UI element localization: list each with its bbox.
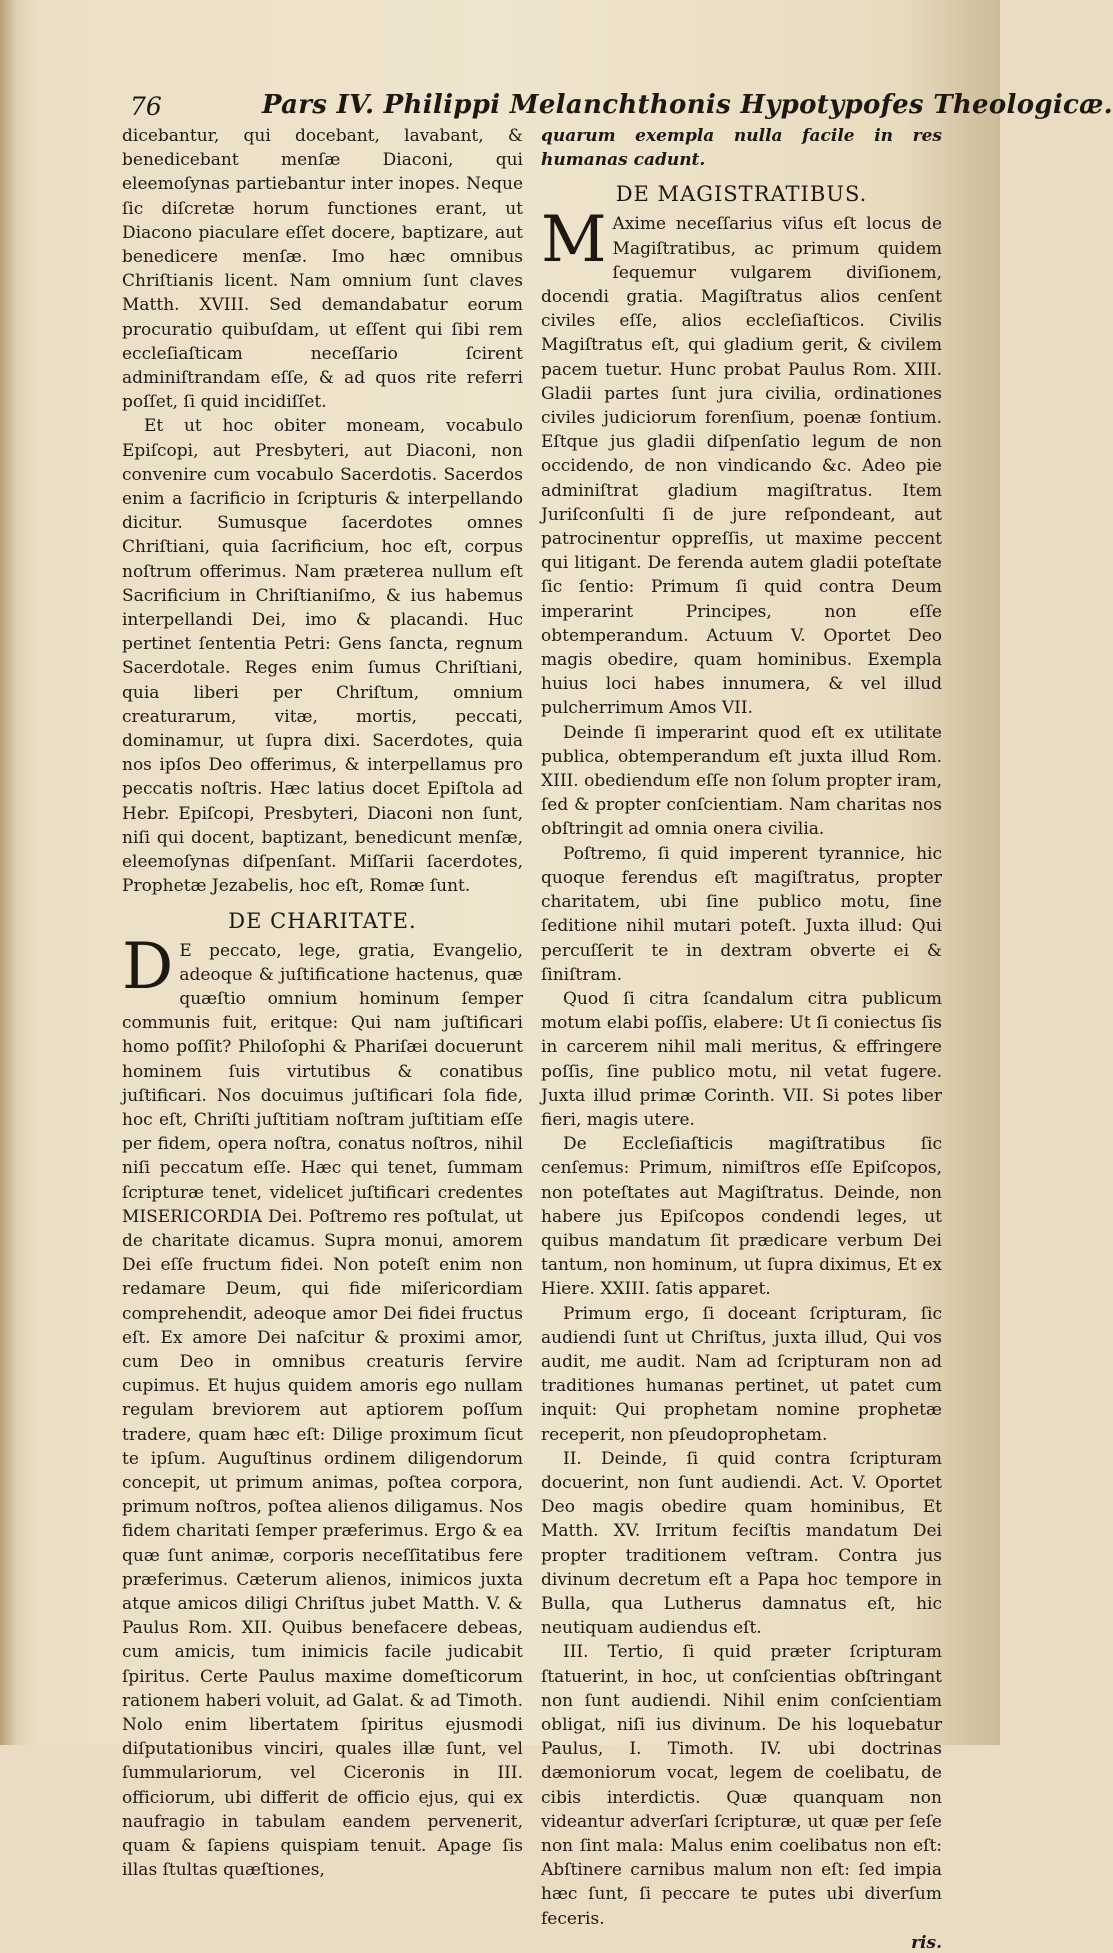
section-heading-charitate: DE CHARITATE. [228,908,417,933]
right-column [541,124,942,1953]
paragraph: II. Deinde, ſi quid contra ſcripturam docuerint, non ſunt audiendi. Act. V. Oportet Deo magis obedire quam hominibus, Et Matth. XV. Irritum feciſtis mandatum Dei propter traditionem veſtram. Contra jus divinum decretum eſt a Papa hoc tempore in Bulla, qua Lutherus damnatus eſt, hic neutiquam audiendus eſt. [541,1448,942,1639]
paragraph: quarum exempla nulla facile in res humanas cadunt. [541,126,942,171]
left-column [122,124,523,1953]
paragraph: Et ut hoc obiter moneam, vocabulo Epiſcopi, aut Presbyteri, aut Diaconi, non convenire cum vocabulo Sacerdotis. Sacerdos enim a ſacrificio in ſcripturis & interpellando dicitur. Sumusque ſacerdotes omnes Chriſtiani, quia ſacrificium, hoc eſt, corpus noſtrum offerimus. Nam præterea nullum eſt Sacrificium in Chriſtianiſmo, & ius habemus interpellandi Dei, imo & placandi. Huc pertinet ſententia Petri: Gens ſancta, regnum Sacerdotale. Reges enim ſumus Chriſtiani, quia liberi per Chriſtum, omnium creaturarum, vitæ, mortis, peccati, dominamur, ut ſupra dixi. Sacerdotes, quia nos ipſos Deo offerimus, & interpellamus pro peccatis noſtris. Hæc latius docet Epiſtola ad Hebr. Epiſcopi, Presbyteri, Diaconi non ſunt, niſi qui docent, baptizant, benedicunt menſæ, eleemoſynas diſpenſant. Miſſarii ſacerdotes, Prophetæ Jezabelis, hoc eſt, Romæ ſunt. [122,416,523,897]
text-columns [122,124,942,1953]
drop-cap: M [541,203,607,278]
drop-cap: D [122,929,174,1004]
paragraph-with-dropcap [541,203,942,720]
section-heading-magistratibus: DE MAGISTRATIBUS. [615,182,868,207]
paragraph-text: Axime neceſſarius viſus eſt locus de Magiſtratibus, ac primum quidem ſequemur vulgarem diviſionem, docendi gratia. Magiſtratus alios cenſent civiles eſſe, alios eccleſiaſticos. Civilis Magiſtratus eſt, qui gladium gerit, & civilem pacem tuetur. Hunc probat Paulus Rom. XIII. Gladii partes ſunt jura civilia, ordinationes civiles judiciorum forenſium, poenæ ſontium. Eſtque jus gladii diſpenſatio legum de non occidendo, de non vindicando &c. Adeo pie adminiſtrat gladium magiſtratus. Item Juriſconſulti ſi de jure reſpondeant, aut patrocinentur oppreſſis, ut maxime peccent qui litigant. De ferenda autem gladii poteſtate ſic ſentio: Primum ſi quid contra Deum imperarint Principes, non eſſe obtemperandum. Actuum V. Oportet Deo magis obedire, quam hominibus. Exempla huius loci habes innumera, & vel illud pulcherrimum Amos VII. [541,214,942,719]
page-header [122,84,1113,124]
paragraph: Poſtremo, ſi quid imperent tyrannice, hic quoque ferendus eſt magiſtratus, propter charitatem, ubi ſine publico motu, ſine ſeditione nihil mutari poteſt. Juxta illud: Qui percuſſerit te in dextram obverte ei & ſiniſtram. [541,843,942,985]
running-head: Pars IV. Philippi Melanchthonis Hypotypofes Theologicæ. [262,90,1113,120]
paragraph: Deinde ſi imperarint quod eſt ex utilitate publica, obtemperandum eſt juxta illud Rom. XIII. obediendum eſſe non ſolum propter iram, ſed & propter conſcientiam. Nam charitas nos obſtringit ad omnia onera civilia. [541,722,942,840]
page-number: 76 [130,92,162,121]
catchword: ris. [911,1932,942,1953]
paragraph: III. Tertio, ſi quid præter ſcripturam ſtatuerint, in hoc, ut conſcientias obſtringant non ſunt audiendi. Nihil enim conſcientiam obligat, niſi ius divinum. De his loquebatur Paulus, I. Timoth. IV. ubi doctrinas dæmoniorum vocat, legem de coelibatu, de cibis interdictis. Quæ quanquam non videantur adverſari ſcripturæ, ut quæ per ſeſe non ſint mala: Malus enim coelibatus non eſt: Abſtinere carnibus malum non eſt: ſed impia hæc ſunt, ſi peccare te putes ubi diverſum feceris. [541,1642,942,1929]
paragraph: De Eccleſiaſticis magiſtratibus ſic cenſemus: Primum, nimiſtros eſſe Epiſcopos, non poteſtates aut Magiſtratus. Deinde, non habere jus Epiſcopos condendi leges, ut quibus mandatum ſit prædicare verbum Dei tantum, non hominum, ut ſupra diximus, Et ex Hiere. XXIII. ſatis apparet. [541,1134,942,1300]
paragraph-with-dropcap [122,929,523,1883]
paragraph: Quod ſi citra ſcandalum citra publicum motum elabi poſſis, elabere: Ut ſi coniectus ſis in carcerem nihil mali meritus, & effringere poſſis, ſine publico motu, nil vetat fugere. Juxta illud primæ Corinth. VII. Si potes liber fieri, magis utere. [541,988,942,1130]
paragraph-text: E peccato, lege, gratia, Evangelio, adeoque & juſtificatione hactenus, quæ quæſtio omnium hominum ſemper communis fuit, eritque: Qui nam juſtificari homo poſſit? Philoſophi & Phariſæi docuerunt hominem ſuis virtutibus & conatibus juſtificari. Nos docuimus juſtificari ſola fide, hoc eſt, Chriſti juſtitiam noſtram juſtitiam eſſe per fidem, opera noſtra, conatus noſtros, nihil niſi peccatum eſſe. Hæc qui tenet, ſummam ſcripturæ tenet, videlicet juſtificari credentes MISERICORDIA Dei. Poſtremo res poſtulat, ut de charitate dicamus. Supra monui, amorem Dei eſſe fructum fidei. Non poteſt enim non redamare Deum, qui fide miſericordiam comprehendit, adeoque amor Dei fidei fructus eſt. Ex amore Dei naſcitur & proximi amor, cum Deo in omnibus creaturis ſervire cupimus. Et hujus quidem amoris ego nullam regulam breviorem aut aptiorem poſſum tradere, quam hæc eſt: Dilige proximum ſicut te ipſum. Auguſtinus ordinem diligendorum concepit, ut primum animas, poſtea corpora, primum noſtros, poſtea alienos diligamus. Nos fidem charitati ſemper præferimus. Ergo & ea quæ ſunt animæ, corporis neceſſitatibus fere præferimus. Cæterum alienos, inimicos juxta atque amicos diligi Chriſtus jubet Matth. V. & Paulus Rom. XII. Quibus benefacere debeas, cum amicis, tum inimicis facile judicabit ſpiritus. Certe Paulus maxime domeſticorum rationem haberi voluit, ad Galat. & ad Timoth. Nolo enim libertatem ſpiritus ejusmodi diſputationibus vinciri, quales illæ ſunt, vel ſummulariorum, vel Ciceronis in III. officiorum, ubi differit de officio ejus, qui ex naufragio in tabulam eandem pervenerit, quam & ſapiens quispiam tenuit. Apage ſis illas ſtultas quæſtiones, [122,940,523,1881]
paragraph: Primum ergo, ſi doceant ſcripturam, ſic audiendi ſunt ut Chriſtus, juxta illud, Qui vos audit, me audit. Nam ad ſcripturam non ad traditiones humanas pertinet, ut patet cum inquit: Qui prophetam nomine prophetæ receperit, non pſeudoprophetam. [541,1303,942,1445]
paragraph: dicebantur, qui docebant, lavabant, & benedicebant menſæ Diaconi, qui eleemoſynas partiebantur inter inopes. Neque ſic diſcretæ horum functiones erant, ut Diacono piaculare eſſet docere, baptizare, aut benedicere menſæ. Imo hæc omnibus Chriſtianis licent. Nam omnium ſunt claves Matth. XVIII. Sed demandabatur eorum procuratio quibuſdam, ut eſſent qui ſibi rem eccleſiaſticam neceſſario ſcirent adminiſtrandam eſſe, & ad quos rite referri poſſet, ſi quid incidiſſet. [122,126,523,413]
